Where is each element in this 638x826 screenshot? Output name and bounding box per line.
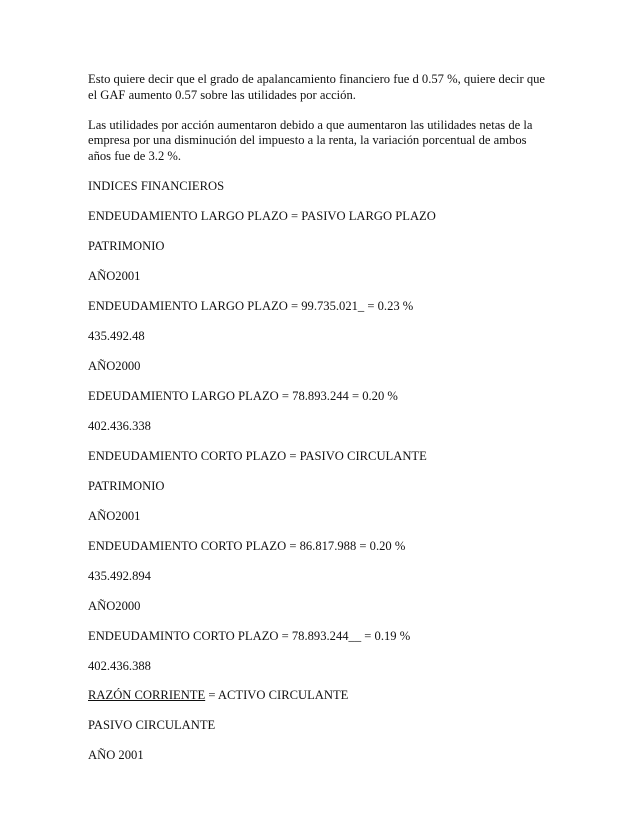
calc-denominator: 435.492.894 bbox=[88, 568, 151, 583]
razon-corriente-rest: = ACTIVO CIRCULANTE bbox=[205, 688, 349, 703]
formula-denominator: PASIVO CIRCULANTE bbox=[88, 718, 216, 733]
calc-denominator: 402.436.388 bbox=[88, 658, 151, 673]
calc-denominator: 402.436.338 bbox=[88, 418, 151, 433]
paragraph-gaf: Esto quiere decir que el grado de apalancamiento financiero fue d 0.57 %, quiere decir que el GAF aumento 0.57 sobre las utilidades por acción. bbox=[88, 72, 546, 102]
formula-denominator: PATRIMONIO bbox=[88, 478, 165, 493]
formula-endeudamiento-corto: ENDEUDAMIENTO CORTO PLAZO = PASIVO CIRCULANTE bbox=[88, 448, 427, 463]
year-label: AÑO 2001 bbox=[88, 748, 144, 763]
calc-line: ENDEUDAMINTO CORTO PLAZO = 78.893.244__ = 0.19 % bbox=[88, 628, 411, 643]
calc-line: ENDEUDAMIENTO CORTO PLAZO = 86.817.988 = 0.20 % bbox=[88, 538, 406, 553]
year-label: AÑO2000 bbox=[88, 598, 141, 613]
year-label: AÑO2001 bbox=[88, 508, 141, 523]
section-heading-indices: INDICES FINANCIEROS bbox=[88, 178, 225, 193]
paragraph-utilidades: Las utilidades por acción aumentaron debido a que aumentaron las utilidades netas de la empresa por una disminución del impuesto a la renta, la variación porcentual de ambos años fue de 3.2 %. bbox=[88, 117, 533, 163]
formula-denominator: PATRIMONIO bbox=[88, 238, 165, 253]
year-label: AÑO2000 bbox=[88, 358, 141, 373]
razon-corriente-term: RAZÓN CORRIENTE bbox=[88, 688, 206, 703]
formula-endeudamiento-largo: ENDEUDAMIENTO LARGO PLAZO = PASIVO LARGO PLAZO bbox=[88, 208, 436, 223]
document-page bbox=[88, 72, 558, 778]
year-label: AÑO2001 bbox=[88, 268, 141, 283]
calc-line: EDEUDAMIENTO LARGO PLAZO = 78.893.244 = 0.20 % bbox=[88, 388, 398, 403]
calc-denominator: 435.492.48 bbox=[88, 328, 145, 343]
calc-line: ENDEUDAMIENTO LARGO PLAZO = 99.735.021_ = 0.23 % bbox=[88, 298, 414, 313]
formula-razon-corriente bbox=[88, 688, 558, 704]
